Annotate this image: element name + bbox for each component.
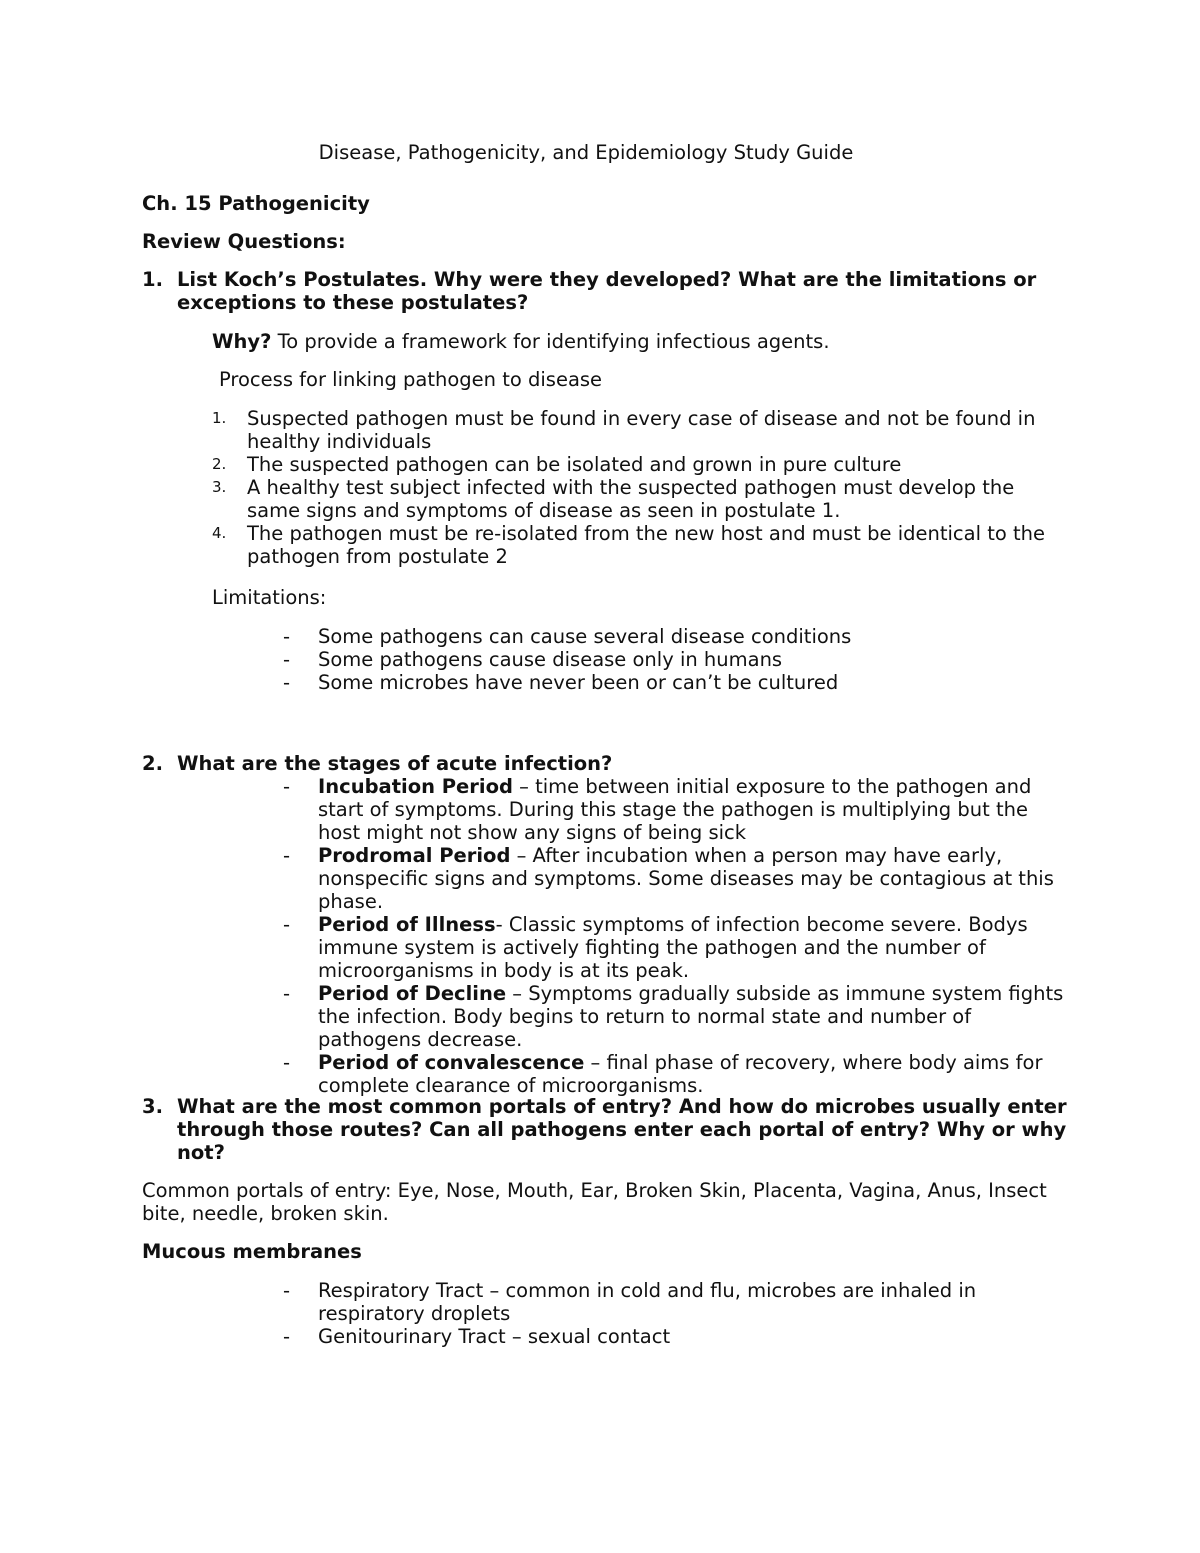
portals-paragraph: Common portals of entry: Eye, Nose, Mouth, Ear, Broken Skin, Placenta, Vagina, Anus, Insect bite, needle, broken skin.: [142, 1179, 1047, 1225]
list-item-text: Some pathogens cause disease only in humans: [318, 648, 783, 671]
list-item: [212, 522, 1072, 568]
list-item-text: Genitourinary Tract – sexual contact: [318, 1325, 671, 1348]
limitations-list: [283, 625, 1073, 694]
list-item-number: 3.: [212, 478, 227, 496]
list-item-number: 1.: [212, 409, 227, 427]
review-questions-heading: Review Questions:: [142, 230, 346, 253]
list-item: [283, 1325, 1073, 1348]
stage-term: Period of Illness: [318, 913, 496, 936]
stage-description: – After incubation when a person may have early, nonspecific signs and symptoms. Some diseases may be contagious at this phase.: [318, 844, 1054, 913]
bullet-dash: -: [283, 1279, 291, 1302]
list-item-text: Suspected pathogen must be found in every case of disease and not be found in healthy individuals: [247, 407, 1036, 453]
document-title: Disease, Pathogenicity, and Epidemiology Study Guide: [318, 141, 854, 164]
list-item-text: The pathogen must be re-isolated from the new host and must be identical to the pathogen from postulate 2: [247, 522, 1045, 568]
mucous-membranes-heading: Mucous membranes: [142, 1240, 362, 1263]
list-item-text: Some pathogens can cause several disease conditions: [318, 625, 852, 648]
question-2: [142, 752, 1072, 775]
bullet-dash: -: [283, 775, 291, 798]
list-item: [283, 1279, 1073, 1325]
list-item-number: 4.: [212, 524, 227, 542]
stage-description: – final phase of recovery, where body aims for complete clearance of microorganisms.: [318, 1051, 1043, 1097]
question-number: 2.: [142, 752, 163, 775]
question-number: 1.: [142, 268, 163, 291]
bullet-dash: -: [283, 671, 291, 694]
list-item-text: Some microbes have never been or can’t be cultured: [318, 671, 839, 694]
bullet-dash: -: [283, 844, 291, 867]
stage-term: Incubation Period: [318, 775, 513, 798]
list-item-number: 2.: [212, 455, 227, 473]
list-item: [283, 625, 1073, 648]
stage-description: - Classic symptoms of infection become severe. Bodys immune system is actively fighting the pathogen and the number of microorganisms in body is at its peak.: [318, 913, 1028, 982]
postulates-list: [212, 407, 1072, 568]
list-item: [283, 844, 1073, 913]
list-item: [283, 913, 1073, 982]
mucous-membranes-list: [283, 1279, 1073, 1348]
chapter-heading: Ch. 15 Pathogenicity: [142, 192, 370, 215]
list-item: [212, 407, 1072, 453]
list-item: [283, 982, 1073, 1051]
bullet-dash: -: [283, 1051, 291, 1074]
question-text: List Koch’s Postulates. Why were they developed? What are the limitations or exceptions to these postulates?: [177, 268, 1037, 314]
bullet-dash: -: [283, 648, 291, 671]
bullet-dash: -: [283, 625, 291, 648]
list-item-text: The suspected pathogen can be isolated and grown in pure culture: [247, 453, 902, 476]
question-number: 3.: [142, 1095, 163, 1118]
stage-term: Prodromal Period: [318, 844, 511, 867]
list-item: [212, 453, 1072, 476]
stages-list: [283, 775, 1073, 1097]
list-item: [283, 775, 1073, 844]
stage-term: Period of Decline: [318, 982, 507, 1005]
bullet-dash: -: [283, 1325, 291, 1348]
stage-description: – time between initial exposure to the pathogen and start of symptoms. During this stage the pathogen is multiplying but the host might not show any signs of being sick: [318, 775, 1032, 844]
list-item: [283, 671, 1073, 694]
stage-term: Period of convalescence: [318, 1051, 585, 1074]
question-3: [142, 1095, 1072, 1164]
list-item: [212, 476, 1072, 522]
bullet-dash: -: [283, 982, 291, 1005]
question-text: What are the stages of acute infection?: [177, 752, 613, 775]
why-paragraph: [212, 330, 830, 354]
question-1: [142, 268, 1072, 314]
list-item-text: A healthy test subject infected with the suspected pathogen must develop the same signs and symptoms of disease as seen in postulate 1.: [247, 476, 1015, 522]
limitations-label: Limitations:: [212, 586, 327, 609]
process-paragraph: Process for linking pathogen to disease: [219, 368, 603, 391]
stage-description: – Symptoms gradually subside as immune system fights the infection. Body begins to return to normal state and number of pathogens decrease.: [318, 982, 1064, 1051]
list-item-text: Respiratory Tract – common in cold and flu, microbes are inhaled in respiratory droplets: [318, 1279, 977, 1325]
question-text: What are the most common portals of entry? And how do microbes usually enter through those routes? Can all pathogens enter each portal of entry? Why or why not?: [177, 1095, 1067, 1164]
why-text: To provide a framework for identifying infectious agents.: [271, 330, 830, 353]
list-item: [283, 648, 1073, 671]
why-label: Why?: [212, 330, 272, 353]
bullet-dash: -: [283, 913, 291, 936]
list-item: [283, 1051, 1073, 1097]
